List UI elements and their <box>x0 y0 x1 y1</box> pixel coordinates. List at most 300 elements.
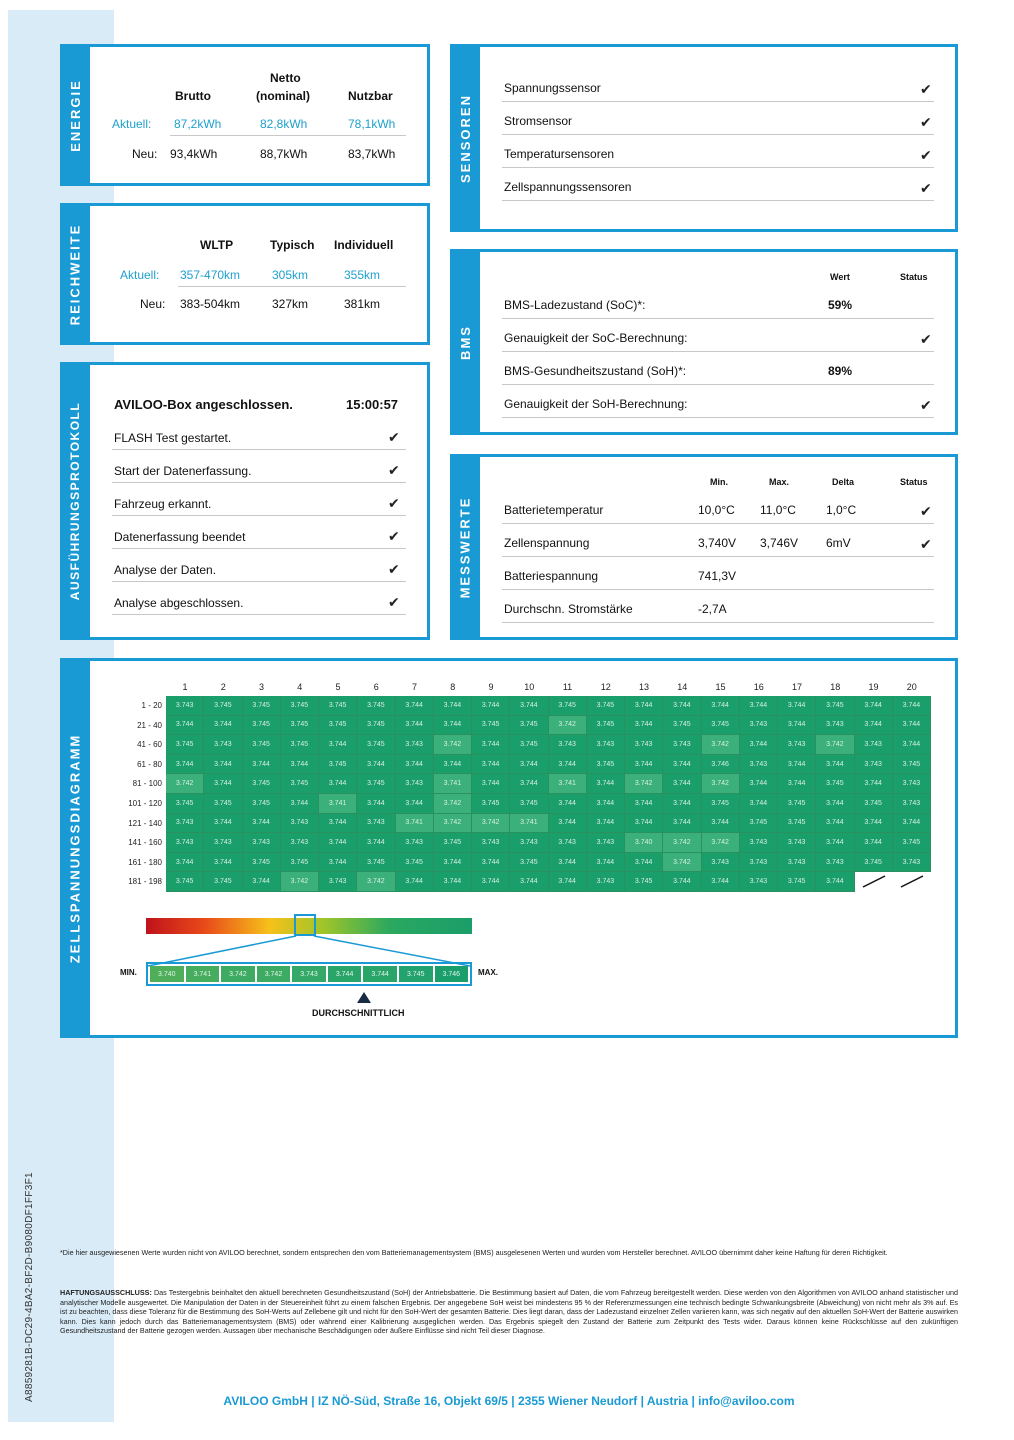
heatmap-cell: 3.743 <box>625 735 663 755</box>
heatmap-cell: 3.744 <box>510 696 548 716</box>
protokoll-item: FLASH Test gestartet. <box>114 431 232 445</box>
protokoll-panel <box>60 362 430 640</box>
heatmap-cell: 3.745 <box>166 794 204 814</box>
heatmap-cell: 3.743 <box>587 872 625 892</box>
heatmap-cell: 3.744 <box>166 716 204 736</box>
heatmap-cell: 3.742 <box>166 774 204 794</box>
heatmap-cell: 3.744 <box>549 872 587 892</box>
energie-header-nominal: (nominal) <box>256 89 310 103</box>
heatmap-cell: 3.743 <box>549 833 587 853</box>
row-label: 81 - 100 <box>132 779 162 789</box>
heatmap-cell: 3.745 <box>510 853 548 873</box>
energie-header-netto: Netto <box>270 71 301 85</box>
heatmap-cell: 3.744 <box>855 696 893 716</box>
heatmap-cell: 3.745 <box>663 716 701 736</box>
heatmap-cell: 3.743 <box>740 833 778 853</box>
heatmap-cell: 3.741 <box>434 774 472 794</box>
heatmap-cell: 3.744 <box>434 853 472 873</box>
row-divider <box>502 318 934 319</box>
bms-row-label: Genauigkeit der SoC-Berechnung: <box>504 331 688 345</box>
row-divider <box>112 548 406 549</box>
protokoll-item: Datenerfassung beendet <box>114 530 246 544</box>
heatmap-cell: 3.745 <box>243 696 281 716</box>
heatmap-cell: 3.745 <box>396 853 434 873</box>
heatmap-cell: 3.744 <box>510 872 548 892</box>
heatmap-cell: 3.743 <box>893 794 931 814</box>
heatmap-cell: 3.743 <box>281 814 319 834</box>
heatmap-cell: 3.743 <box>702 853 740 873</box>
heatmap-cell: 3.745 <box>357 696 395 716</box>
heatmap-cell: 3.744 <box>243 872 281 892</box>
heatmap-cell: 3.743 <box>281 833 319 853</box>
heatmap-cell: 3.743 <box>893 853 931 873</box>
heatmap-cell: 3.745 <box>510 794 548 814</box>
heatmap-cell: 3.745 <box>281 716 319 736</box>
heatmap-cell: 3.745 <box>472 716 510 736</box>
heatmap-cell: 3.745 <box>166 735 204 755</box>
company-footer: AVILOO GmbH | IZ NÖ-Süd, Straße 16, Objekt 69/5 | 2355 Wiener Neudorf | Austria | info@aviloo.com <box>223 1394 795 1408</box>
heatmap-cell: 3.744 <box>702 814 740 834</box>
heatmap-cell: 3.745 <box>625 872 663 892</box>
heatmap-cell: 3.744 <box>549 853 587 873</box>
messwert-min: 3,740V <box>698 536 737 550</box>
energie-tab: ENERGIE <box>60 44 90 186</box>
heatmap-cell: 3.745 <box>702 716 740 736</box>
heatmap-cell: 3.744 <box>625 696 663 716</box>
heatmap-cell: 3.740 <box>625 833 663 853</box>
row-label: 161 - 180 <box>128 857 162 867</box>
heatmap-cell: 3.742 <box>472 814 510 834</box>
heatmap-cell: 3.745 <box>319 755 357 775</box>
heatmap-cell: 3.744 <box>434 696 472 716</box>
heatmap-cell: 3.742 <box>434 735 472 755</box>
heatmap-cell: 3.744 <box>625 814 663 834</box>
heatmap-cell: 3.744 <box>319 833 357 853</box>
legend-cell: 3.741 <box>186 966 220 982</box>
legend-cell: 3.740 <box>150 966 184 982</box>
column-label: 20 <box>906 682 917 692</box>
heatmap-cell: 3.744 <box>549 814 587 834</box>
row-divider <box>112 449 406 450</box>
heatmap-cell: 3.744 <box>281 755 319 775</box>
disclaimer: HAFTUNGSAUSSCHLUSS: Das Testergebnis beinhaltet den aktuell berechneten Gesundheitszustand (SoH) der Antriebsbatterie. Die Bestimmung basiert auf Daten, die vom Fahrzeug bereitgestellt werden. Diese werden von den Algorithmen von AVILOO anhand statistischer und analytischer Modelle ausgewertet. Die Manipulation der Daten in der Steuereinheit führt zu einem falschen Ergebnis. Der angegebene SoH weist bei mindestens 95 % der Referenzmessungen eine technisch bedingte Schwankungsbreite (Abweichung) von nicht mehr als 3% auf. Es ist zu beachten, dass diese Toleranz für die Bestimmung des SoH-Werts auf Zellebene gilt und nicht für den SoH-Wert der gesamten Batterie. Dies liegt daran, dass der Ladezustand einzelner Zellen variieren kann, was sich negativ auf den aktuellen SoH-Wert der Batterie auswirken kann. Dies kann jedoch durch das Batteriemanagementsystem (BMS) oder während einer Kalibrierung ausgeglichen werden. Das Ergebnis spiegelt den Zustand der Batterie zum Zeitpunkt des Tests wider. Daraus können keine Rückschlüsse auf den zukünftigen Gesundheitszustand der Batterie gezogen werden. Aussagen über mechanische Beschädigungen oder äußere Einflüsse sind nicht Teil dieser Diagnose. <box>60 1288 958 1336</box>
reichweite-row-label: Aktuell: <box>120 268 160 282</box>
bms-value: 89% <box>828 364 853 378</box>
heatmap-cell: 3.744 <box>702 872 740 892</box>
heatmap-cell: 3.745 <box>434 833 472 853</box>
messwerte-header-delta: Delta <box>832 477 855 487</box>
column-label: 8 <box>450 682 456 692</box>
heatmap-cell: 3.745 <box>281 696 319 716</box>
heatmap-cell: 3.743 <box>740 755 778 775</box>
document-id: A8859281B-DC29-4BA2-BF2D-B9080DF1FF3F1 <box>24 1172 35 1402</box>
reichweite-value: 327km <box>272 297 309 311</box>
protokoll-tab: AUSFÜHRUNGSPROTOKOLL <box>60 362 90 640</box>
heatmap-cell: 3.743 <box>587 735 625 755</box>
heatmap-cell: 3.744 <box>166 755 204 775</box>
heatmap-cell: 3.742 <box>663 833 701 853</box>
legend-cell: 3.743 <box>292 966 326 982</box>
legend-cell: 3.742 <box>257 966 291 982</box>
reichweite-value: 357-470km <box>180 268 241 282</box>
heatmap-cell: 3.745 <box>855 853 893 873</box>
reichweite-value: 383-504km <box>180 297 241 311</box>
heatmap-cell: 3.745 <box>204 696 242 716</box>
sensoren-panel <box>450 44 958 232</box>
heatmap-cell: 3.744 <box>472 853 510 873</box>
heatmap-cell: 3.742 <box>702 774 740 794</box>
column-label: 7 <box>411 682 417 692</box>
row-divider <box>112 614 406 615</box>
heatmap-cell: 3.744 <box>778 716 816 736</box>
bms-row-label: Genauigkeit der SoH-Berechnung: <box>504 397 688 411</box>
heatmap-cell: 3.743 <box>396 735 434 755</box>
heatmap-cell: 3.742 <box>663 853 701 873</box>
heatmap-cell: 3.744 <box>243 814 281 834</box>
heatmap-cell: 3.743 <box>549 735 587 755</box>
bms-col-status: Status <box>900 272 928 282</box>
heatmap-cell: 3.744 <box>319 853 357 873</box>
heatmap-cell: 3.744 <box>396 872 434 892</box>
heatmap-cell: 3.744 <box>740 794 778 814</box>
row-divider <box>502 523 934 524</box>
row-divider <box>112 581 406 582</box>
heatmap-cell: 3.745 <box>510 735 548 755</box>
heatmap-cell: 3.744 <box>893 696 931 716</box>
heatmap-cell: 3.744 <box>625 716 663 736</box>
legend-cell: 3.744 <box>363 966 397 982</box>
heatmap-cell: 3.742 <box>816 735 854 755</box>
heatmap-cell: 3.745 <box>243 774 281 794</box>
check-icon: ✔ <box>388 594 400 610</box>
messwert-delta: 1,0°C <box>826 503 857 517</box>
heatmap-cell: 3.744 <box>357 833 395 853</box>
check-icon: ✔ <box>920 147 932 163</box>
heatmap-cell: 3.745 <box>587 696 625 716</box>
heatmap-cell: 3.743 <box>663 735 701 755</box>
column-label: 11 <box>562 682 573 692</box>
messwert-min: 10,0°C <box>698 503 735 517</box>
heatmap-cell: 3.744 <box>472 872 510 892</box>
heatmap-cell: 3.741 <box>510 814 548 834</box>
heatmap-cell: 3.743 <box>740 716 778 736</box>
heatmap-cell: 3.744 <box>204 774 242 794</box>
heatmap-cell: 3.741 <box>319 794 357 814</box>
energie-value: 93,4kWh <box>170 147 218 161</box>
heatmap-cell: 3.745 <box>778 872 816 892</box>
heatmap-cell: 3.741 <box>396 814 434 834</box>
heatmap-cell: 3.744 <box>625 794 663 814</box>
sensoren-tab: SENSOREN <box>450 44 480 232</box>
heatmap-cell: 3.745 <box>472 794 510 814</box>
heatmap-cell: 3.744 <box>243 755 281 775</box>
heatmap-cell: 3.744 <box>663 872 701 892</box>
sensor-item: Zellspannungssensoren <box>504 180 632 194</box>
heatmap-cell: 3.744 <box>587 774 625 794</box>
protokoll-item: Fahrzeug erkannt. <box>114 497 212 511</box>
column-label: 17 <box>791 682 802 692</box>
check-icon: ✔ <box>388 495 400 511</box>
heatmap-cell: 3.744 <box>319 814 357 834</box>
heatmap-cell: 3.744 <box>472 774 510 794</box>
heatmap-cell: 3.743 <box>204 833 242 853</box>
row-divider <box>112 482 406 483</box>
heatmap-cell: 3.743 <box>166 696 204 716</box>
protokoll-item: Analyse der Daten. <box>114 563 217 577</box>
heatmap-cell: 3.745 <box>893 755 931 775</box>
row-divider <box>502 200 934 201</box>
heatmap-cell: 3.744 <box>855 716 893 736</box>
row-divider <box>502 622 934 623</box>
empty-cell <box>855 872 893 892</box>
column-label: 5 <box>335 682 341 692</box>
heatmap-cell: 3.744 <box>702 696 740 716</box>
sensor-item: Stromsensor <box>504 114 573 128</box>
heatmap-cell: 3.743 <box>778 735 816 755</box>
heatmap-cell: 3.742 <box>281 872 319 892</box>
bms-col-wert: Wert <box>830 272 850 282</box>
messwert-label: Zellenspannung <box>504 536 590 550</box>
heatmap-cell: 3.745 <box>319 696 357 716</box>
average-marker-icon <box>357 992 371 1003</box>
heatmap-cell: 3.743 <box>357 814 395 834</box>
legend-cell: 3.746 <box>435 966 469 982</box>
column-label: 12 <box>600 682 611 692</box>
empty-cell <box>893 872 931 892</box>
legend-cell: 3.745 <box>399 966 433 982</box>
heatmap-cell: 3.743 <box>855 755 893 775</box>
column-label: 19 <box>868 682 879 692</box>
heatmap-cell: 3.743 <box>740 853 778 873</box>
column-label: 2 <box>220 682 226 692</box>
check-icon: ✔ <box>388 462 400 478</box>
bms-row-label: BMS-Gesundheitszustand (SoH)*: <box>504 364 687 378</box>
heatmap-cell: 3.742 <box>625 774 663 794</box>
energie-value: 88,7kWh <box>260 147 308 161</box>
heatmap-cell: 3.744 <box>778 696 816 716</box>
check-icon: ✔ <box>388 429 400 445</box>
row-label: 141 - 160 <box>128 838 162 848</box>
heatmap-cell: 3.744 <box>587 853 625 873</box>
row-divider <box>502 134 934 135</box>
energie-value: 83,7kWh <box>348 147 396 161</box>
heatmap-cell: 3.744 <box>357 794 395 814</box>
row-label: 1 - 20 <box>141 701 162 710</box>
heatmap-cell: 3.743 <box>166 814 204 834</box>
cell-voltage-heatmap <box>166 696 931 892</box>
messwert-delta: 6mV <box>826 536 851 550</box>
row-label: 181 - 198 <box>128 877 162 887</box>
column-label: 18 <box>830 682 841 692</box>
heatmap-cell: 3.745 <box>357 853 395 873</box>
energie-value: 87,2kWh <box>174 117 222 131</box>
column-label: 13 <box>638 682 649 692</box>
energie-header-brutto: Brutto <box>175 89 211 103</box>
heatmap-cell: 3.743 <box>396 774 434 794</box>
heatmap-cell: 3.744 <box>663 774 701 794</box>
heatmap-cell: 3.744 <box>740 774 778 794</box>
heatmap-cell: 3.745 <box>204 872 242 892</box>
heatmap-cell: 3.744 <box>893 716 931 736</box>
heatmap-cell: 3.743 <box>778 833 816 853</box>
heatmap-cell: 3.744 <box>281 794 319 814</box>
heatmap-cell: 3.743 <box>587 833 625 853</box>
heatmap-cell: 3.744 <box>204 814 242 834</box>
heatmap-cell: 3.745 <box>510 716 548 736</box>
heatmap-cell: 3.742 <box>434 814 472 834</box>
legend-cells <box>146 962 472 986</box>
sensor-item: Spannungssensor <box>504 81 601 95</box>
heatmap-cell: 3.744 <box>472 735 510 755</box>
heatmap-cell: 3.744 <box>587 794 625 814</box>
column-label: 16 <box>753 682 764 692</box>
heatmap-cell: 3.744 <box>472 755 510 775</box>
heatmap-cell: 3.744 <box>663 814 701 834</box>
heatmap-cell: 3.745 <box>778 794 816 814</box>
messwert-max: 3,746V <box>760 536 799 550</box>
heatmap-cell: 3.744 <box>816 833 854 853</box>
heatmap-cell: 3.746 <box>702 755 740 775</box>
heatmap-cell: 3.744 <box>663 794 701 814</box>
heatmap-cell: 3.745 <box>243 794 281 814</box>
check-icon: ✔ <box>920 503 932 519</box>
column-label: 4 <box>297 682 303 692</box>
heatmap-cell: 3.745 <box>281 774 319 794</box>
row-label: 41 - 60 <box>137 740 162 750</box>
heatmap-cell: 3.744 <box>855 814 893 834</box>
heatmap-cell: 3.745 <box>549 696 587 716</box>
heatmap-cell: 3.745 <box>281 735 319 755</box>
diagramm-tab: ZELLSPANNUNGSDIAGRAMM <box>60 658 90 1038</box>
check-icon: ✔ <box>920 81 932 97</box>
messwert-label: Batterietemperatur <box>504 503 604 517</box>
column-label: 3 <box>258 682 264 692</box>
column-label: 10 <box>524 682 535 692</box>
energie-value: 82,8kWh <box>260 117 308 131</box>
reichweite-header: WLTP <box>200 238 234 252</box>
row-divider <box>502 101 934 102</box>
row-label: 101 - 120 <box>128 799 162 808</box>
heatmap-cell: 3.744 <box>549 755 587 775</box>
heatmap-cell: 3.743 <box>855 735 893 755</box>
row-label: 61 - 80 <box>137 759 162 769</box>
heatmap-cell: 3.744 <box>549 794 587 814</box>
legend-min-label: MIN. <box>120 968 137 977</box>
legend-max-label: MAX. <box>478 968 498 977</box>
energie-row-label: Neu: <box>132 147 158 161</box>
heatmap-cell: 3.744 <box>396 716 434 736</box>
heatmap-cell: 3.745 <box>778 814 816 834</box>
check-icon: ✔ <box>920 331 932 347</box>
row-divider <box>502 417 934 418</box>
heatmap-cell: 3.744 <box>740 735 778 755</box>
energie-panel <box>60 44 430 186</box>
heatmap-cell: 3.745 <box>281 853 319 873</box>
energie-value: 78,1kWh <box>348 117 396 131</box>
heatmap-cell: 3.743 <box>472 833 510 853</box>
messwert-label: Durchschn. Stromstärke <box>504 602 633 616</box>
heatmap-cell: 3.744 <box>510 755 548 775</box>
messwerte-panel <box>450 454 958 640</box>
column-label: 15 <box>715 682 726 692</box>
heatmap-cell: 3.744 <box>663 755 701 775</box>
protokoll-title: AVILOO-Box angeschlossen. <box>114 397 293 412</box>
row-divider <box>112 515 406 516</box>
heatmap-cell: 3.744 <box>434 716 472 736</box>
bms-row-label: BMS-Ladezustand (SoC)*: <box>504 298 646 312</box>
heatmap-cell: 3.744 <box>319 774 357 794</box>
row-divider <box>502 167 934 168</box>
heatmap-cell: 3.743 <box>778 853 816 873</box>
heatmap-cell: 3.745 <box>740 814 778 834</box>
heatmap-cell: 3.744 <box>778 755 816 775</box>
heatmap-cell: 3.743 <box>816 853 854 873</box>
check-icon: ✔ <box>388 528 400 544</box>
row-label: 21 - 40 <box>137 720 162 730</box>
heatmap-cell: 3.743 <box>396 833 434 853</box>
heatmap-cell: 3.743 <box>893 774 931 794</box>
protokoll-item: Analyse abgeschlossen. <box>114 596 244 610</box>
sensor-item: Temperatursensoren <box>504 147 615 161</box>
heatmap-cell: 3.745 <box>855 794 893 814</box>
heatmap-cell: 3.745 <box>816 696 854 716</box>
heatmap-cell: 3.742 <box>702 735 740 755</box>
row-label: 121 - 140 <box>128 818 162 828</box>
heatmap-cell: 3.743 <box>740 872 778 892</box>
heatmap-cell: 3.744 <box>816 814 854 834</box>
heatmap-cell: 3.744 <box>587 814 625 834</box>
row-divider <box>502 384 934 385</box>
heatmap-cell: 3.744 <box>319 735 357 755</box>
messwerte-header-min: Min. <box>710 477 728 487</box>
row-divider <box>502 351 934 352</box>
heatmap-cell: 3.744 <box>396 696 434 716</box>
reichweite-header: Typisch <box>270 238 315 252</box>
row-divider <box>502 556 934 557</box>
bms-footnote: *Die hier ausgewiesenen Werte wurden nicht von AVILOO berechnet, sondern entsprechen den vom Batteriemanagementsystem (BMS) ausgelesenen Werten und wurden vom Hersteller berechnet. AVILOO übernimmt daher keine Haftung für deren Richtigkeit. <box>60 1248 888 1257</box>
heatmap-cell: 3.744 <box>893 814 931 834</box>
heatmap-cell: 3.744 <box>816 794 854 814</box>
heatmap-cell: 3.745 <box>587 716 625 736</box>
heatmap-cell: 3.744 <box>396 794 434 814</box>
column-label: 14 <box>677 682 688 692</box>
column-label: 9 <box>488 682 494 692</box>
heatmap-cell: 3.742 <box>434 794 472 814</box>
heatmap-cell: 3.742 <box>549 716 587 736</box>
heatmap-cell: 3.743 <box>319 872 357 892</box>
heatmap-cell: 3.745 <box>357 716 395 736</box>
heatmap-cell: 3.742 <box>702 833 740 853</box>
column-label: 6 <box>373 682 379 692</box>
column-label: 1 <box>182 682 188 692</box>
check-icon: ✔ <box>920 114 932 130</box>
heatmap-cell: 3.743 <box>243 833 281 853</box>
heatmap-cell: 3.745 <box>357 735 395 755</box>
row-divider <box>502 589 934 590</box>
heatmap-cell: 3.743 <box>204 735 242 755</box>
check-icon: ✔ <box>920 180 932 196</box>
protokoll-item: Start der Datenerfassung. <box>114 464 252 478</box>
heatmap-cell: 3.745 <box>893 833 931 853</box>
legend-caption: DURCHSCHNITTLICH <box>312 1008 405 1018</box>
heatmap-cell: 3.744 <box>204 853 242 873</box>
protokoll-time: 15:00:57 <box>346 397 399 412</box>
heatmap-cell: 3.744 <box>893 735 931 755</box>
heatmap-cell: 3.743 <box>166 833 204 853</box>
reichweite-value: 381km <box>344 297 381 311</box>
legend-cell: 3.744 <box>328 966 362 982</box>
reichweite-value: 355km <box>344 268 381 282</box>
